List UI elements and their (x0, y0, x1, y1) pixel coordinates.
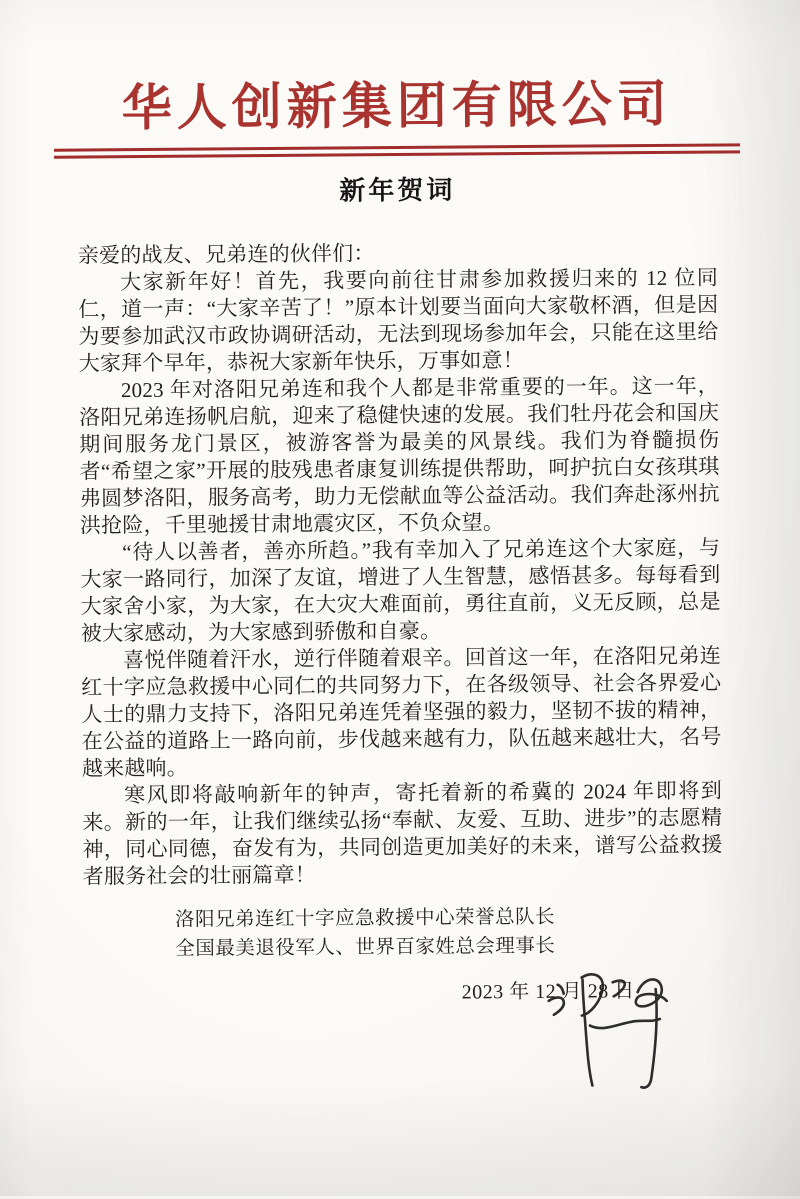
closing-block (3, 901, 800, 965)
letterhead-divider (54, 143, 740, 158)
document-title: 新年贺词 (339, 174, 456, 206)
signer-title-line: 洛阳兄弟连红十字应急救援中心荣誉总队长 (175, 906, 556, 931)
letter-page (0, 77, 800, 1199)
body-paragraph: 寒风即将敲响新年的钟声，寄托着新的希冀的 2024 年即将到来。新的一年，让我们继续弘扬“奉献、友爱、互助、进步”的志愿精神，同心同德，奋发有为，共同创造更加美好的未来，谱写公益救援者服务社会的壮丽篇章！ (82, 778, 723, 889)
company-letterhead: 华人创新集团有限公司 (121, 75, 672, 137)
letter-body (0, 237, 800, 891)
body-paragraph: 大家新年好！首先，我要向前往甘肃参加救援归来的 12 位同仁，道一声：“大家辛苦了！”原本计划要当面向大家敬杯酒，但是因为要参加武汉市政协调研活动，无法到现场参加年会，只能在这里给大家拜个早年，恭祝大家新年快乐，万事如意！ (78, 265, 719, 376)
body-paragraph: “待人以善者，善亦所趋。”我有幸加入了兄弟连这个大家庭，与大家一路同行，加深了友谊，增进了人生智慧，感悟甚多。每每看到大家舍小家，为大家，在大灾大难面前，勇往直前，义无反顾，总是被大家感动，为大家感到骄傲和自豪。 (80, 535, 721, 646)
salutation: 亲爱的战友、兄弟连的伙伴们： (77, 241, 375, 268)
signer-title-line: 全国最美退役军人、世界百家姓总会理事长 (175, 935, 556, 960)
body-paragraph: 2023 年对洛阳兄弟连和我个人都是非常重要的一年。这一年，洛阳兄弟连扬帆启航，迎来了稳健快速的发展。我们牡丹花会和国庆期间服务龙门景区，被游客誉为最美的风景线。我们为脊髓损伤者“希望之家”开展的肢残患者康复训练提供帮助，呵护抗白女孩琪琪弗圆梦洛阳，服务高考，助力无偿献血等公益活动。我们奔赴涿州抗洪抢险，千里驰援甘肃地震灾区，不负众望。 (79, 373, 720, 538)
date-line: 2023 年 12 月 28 日 (461, 980, 635, 1004)
body-paragraph: 喜悦伴随着汗水，逆行伴随着艰辛。回首这一年，在洛阳兄弟连红十字应急救援中心同仁的共同努力下，在各级领导、社会各界爱心人士的鼎力支持下，洛阳兄弟连凭着坚强的毅力，坚韧不拔的精神，在公益的道路上一路向前，步伐越来越有力，队伍越来越壮大，名号越来越响。 (81, 643, 722, 781)
